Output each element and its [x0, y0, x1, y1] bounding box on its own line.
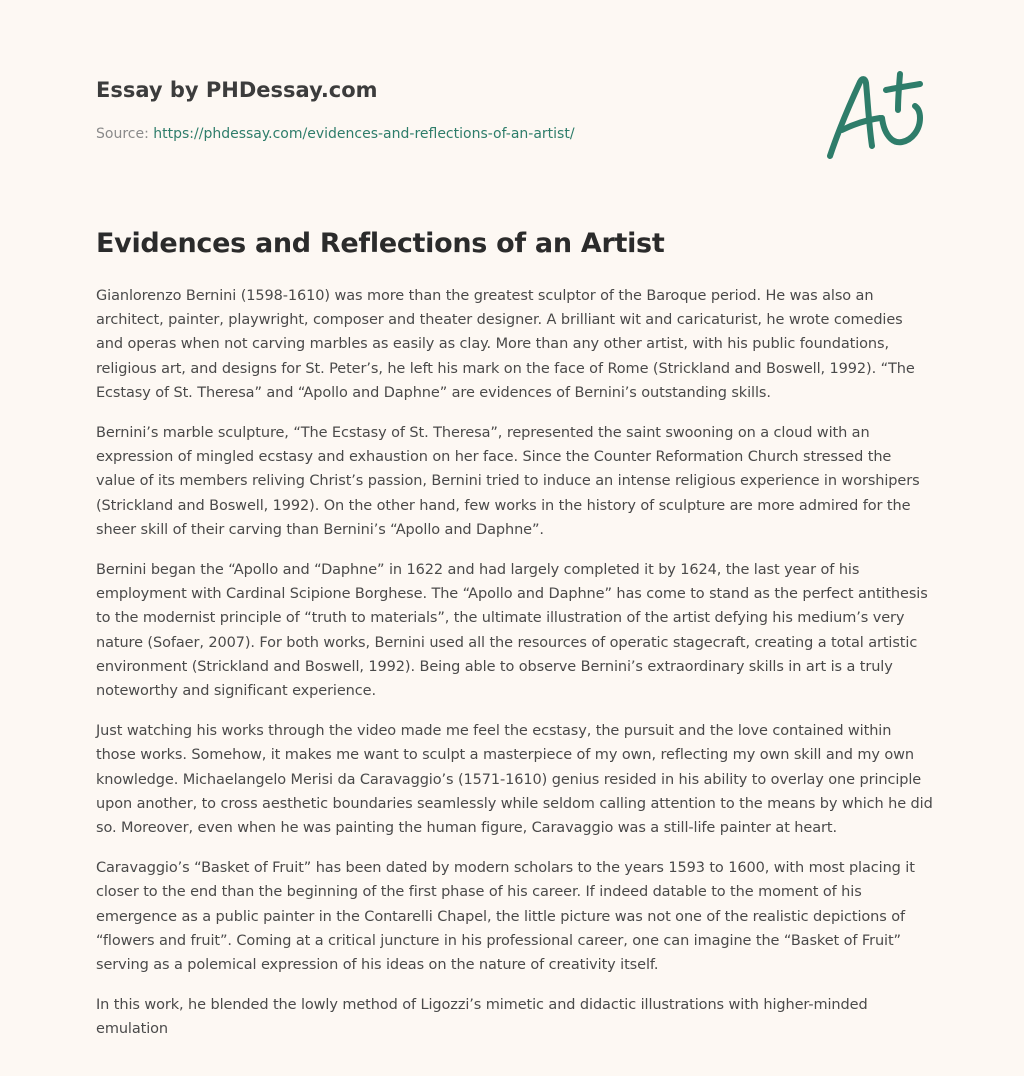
source-label: Source: [96, 126, 154, 142]
essay-paragraph: Bernini began the “Apollo and “Daphne” in 1622 and had largely completed it by 1624, the last year of his employment with Cardinal Scipione Borghese. The “Apollo and Daphne” has come to stand as the perfect antithesis to the modernist principle of “truth to materials”, the ultimate illustration of the artist defying his medium’s very nature (Sofaer, 2007). For both works, Bernini used all the resources of operatic stagecraft, creating a total artistic environment (Strickland and Boswell, 1992). Being able to observe Bernini’s extraordinary skills in art is a truly noteworthy and significant experience. [96, 562, 928, 700]
essay-paragraph: In this work, he blended the lowly method of Ligozzi’s mimetic and didactic illustrations with higher-minded emulation [96, 997, 868, 1038]
site-brand: Essay by PHDessay.com [96, 78, 378, 102]
essay-title: Evidences and Reflections of an Artist [96, 228, 665, 259]
essay-header [96, 74, 796, 144]
essay-paragraph: Caravaggio’s “Basket of Fruit” has been dated by modern scholars to the years 1593 to 1600, with most placing it closer to the end than the beginning of the first phase of his career. If indeed datable to the moment of his emergence as a public painter in the Contarelli Chapel, the little picture was not one of the realistic depictions of “flowers and fruit”. Coming at a critical juncture in his professional career, one can imagine the “Basket of Fruit” serving as a polemical expression of his ideas on the nature of creativity itself. [96, 860, 915, 974]
essay-paragraph: Gianlorenzo Bernini (1598-1610) was more than the greatest sculptor of the Baroque period. He was also an architect, painter, playwright, composer and theater designer. A brilliant wit and caricaturist, he wrote comedies and operas when not carving marbles as easily as clay. More than any other artist, with his public foundations, religious art, and designs for St. Peter’s, he left his mark on the face of Rome (Strickland and Boswell, 1992). “The Ecstasy of St. Theresa” and “Apollo and Daphne” are evidences of Bernini’s outstanding skills. [96, 288, 915, 401]
a-plus-grade-icon [822, 68, 926, 164]
essay-paragraph: Bernini’s marble sculpture, “The Ecstasy of St. Theresa”, represented the saint swooning on a cloud with an expression of mingled ecstasy and exhaustion on her face. Since the Counter Reformation Church stressed the value of its members reliving Christ’s passion, Bernini tried to induce an intense religious experience in worshipers (Strickland and Boswell, 1992). On the other hand, few works in the history of sculpture are more admired for the sheer skill of their carving than Bernini’s “Apollo and Daphne”. [96, 425, 920, 538]
source-line [96, 124, 796, 144]
essay-body [96, 284, 934, 1058]
essay-paragraph: Just watching his works through the video made me feel the ecstasy, the pursuit and the love contained within those works. Somehow, it makes me want to sculpt a masterpiece of my own, reflecting my own skill and my own knowledge. Michaelangelo Merisi da Caravaggio’s (1571-1610) genius resided in his ability to overlay one principle upon another, to cross aesthetic boundaries seamlessly while seldom calling attention to the means by which he did so. Moreover, even when he was painting the human figure, Caravaggio was a still-life painter at heart. [96, 723, 933, 837]
source-link[interactable]: https://phdessay.com/evidences-and-reflections-of-an-artist/ [153, 126, 575, 142]
